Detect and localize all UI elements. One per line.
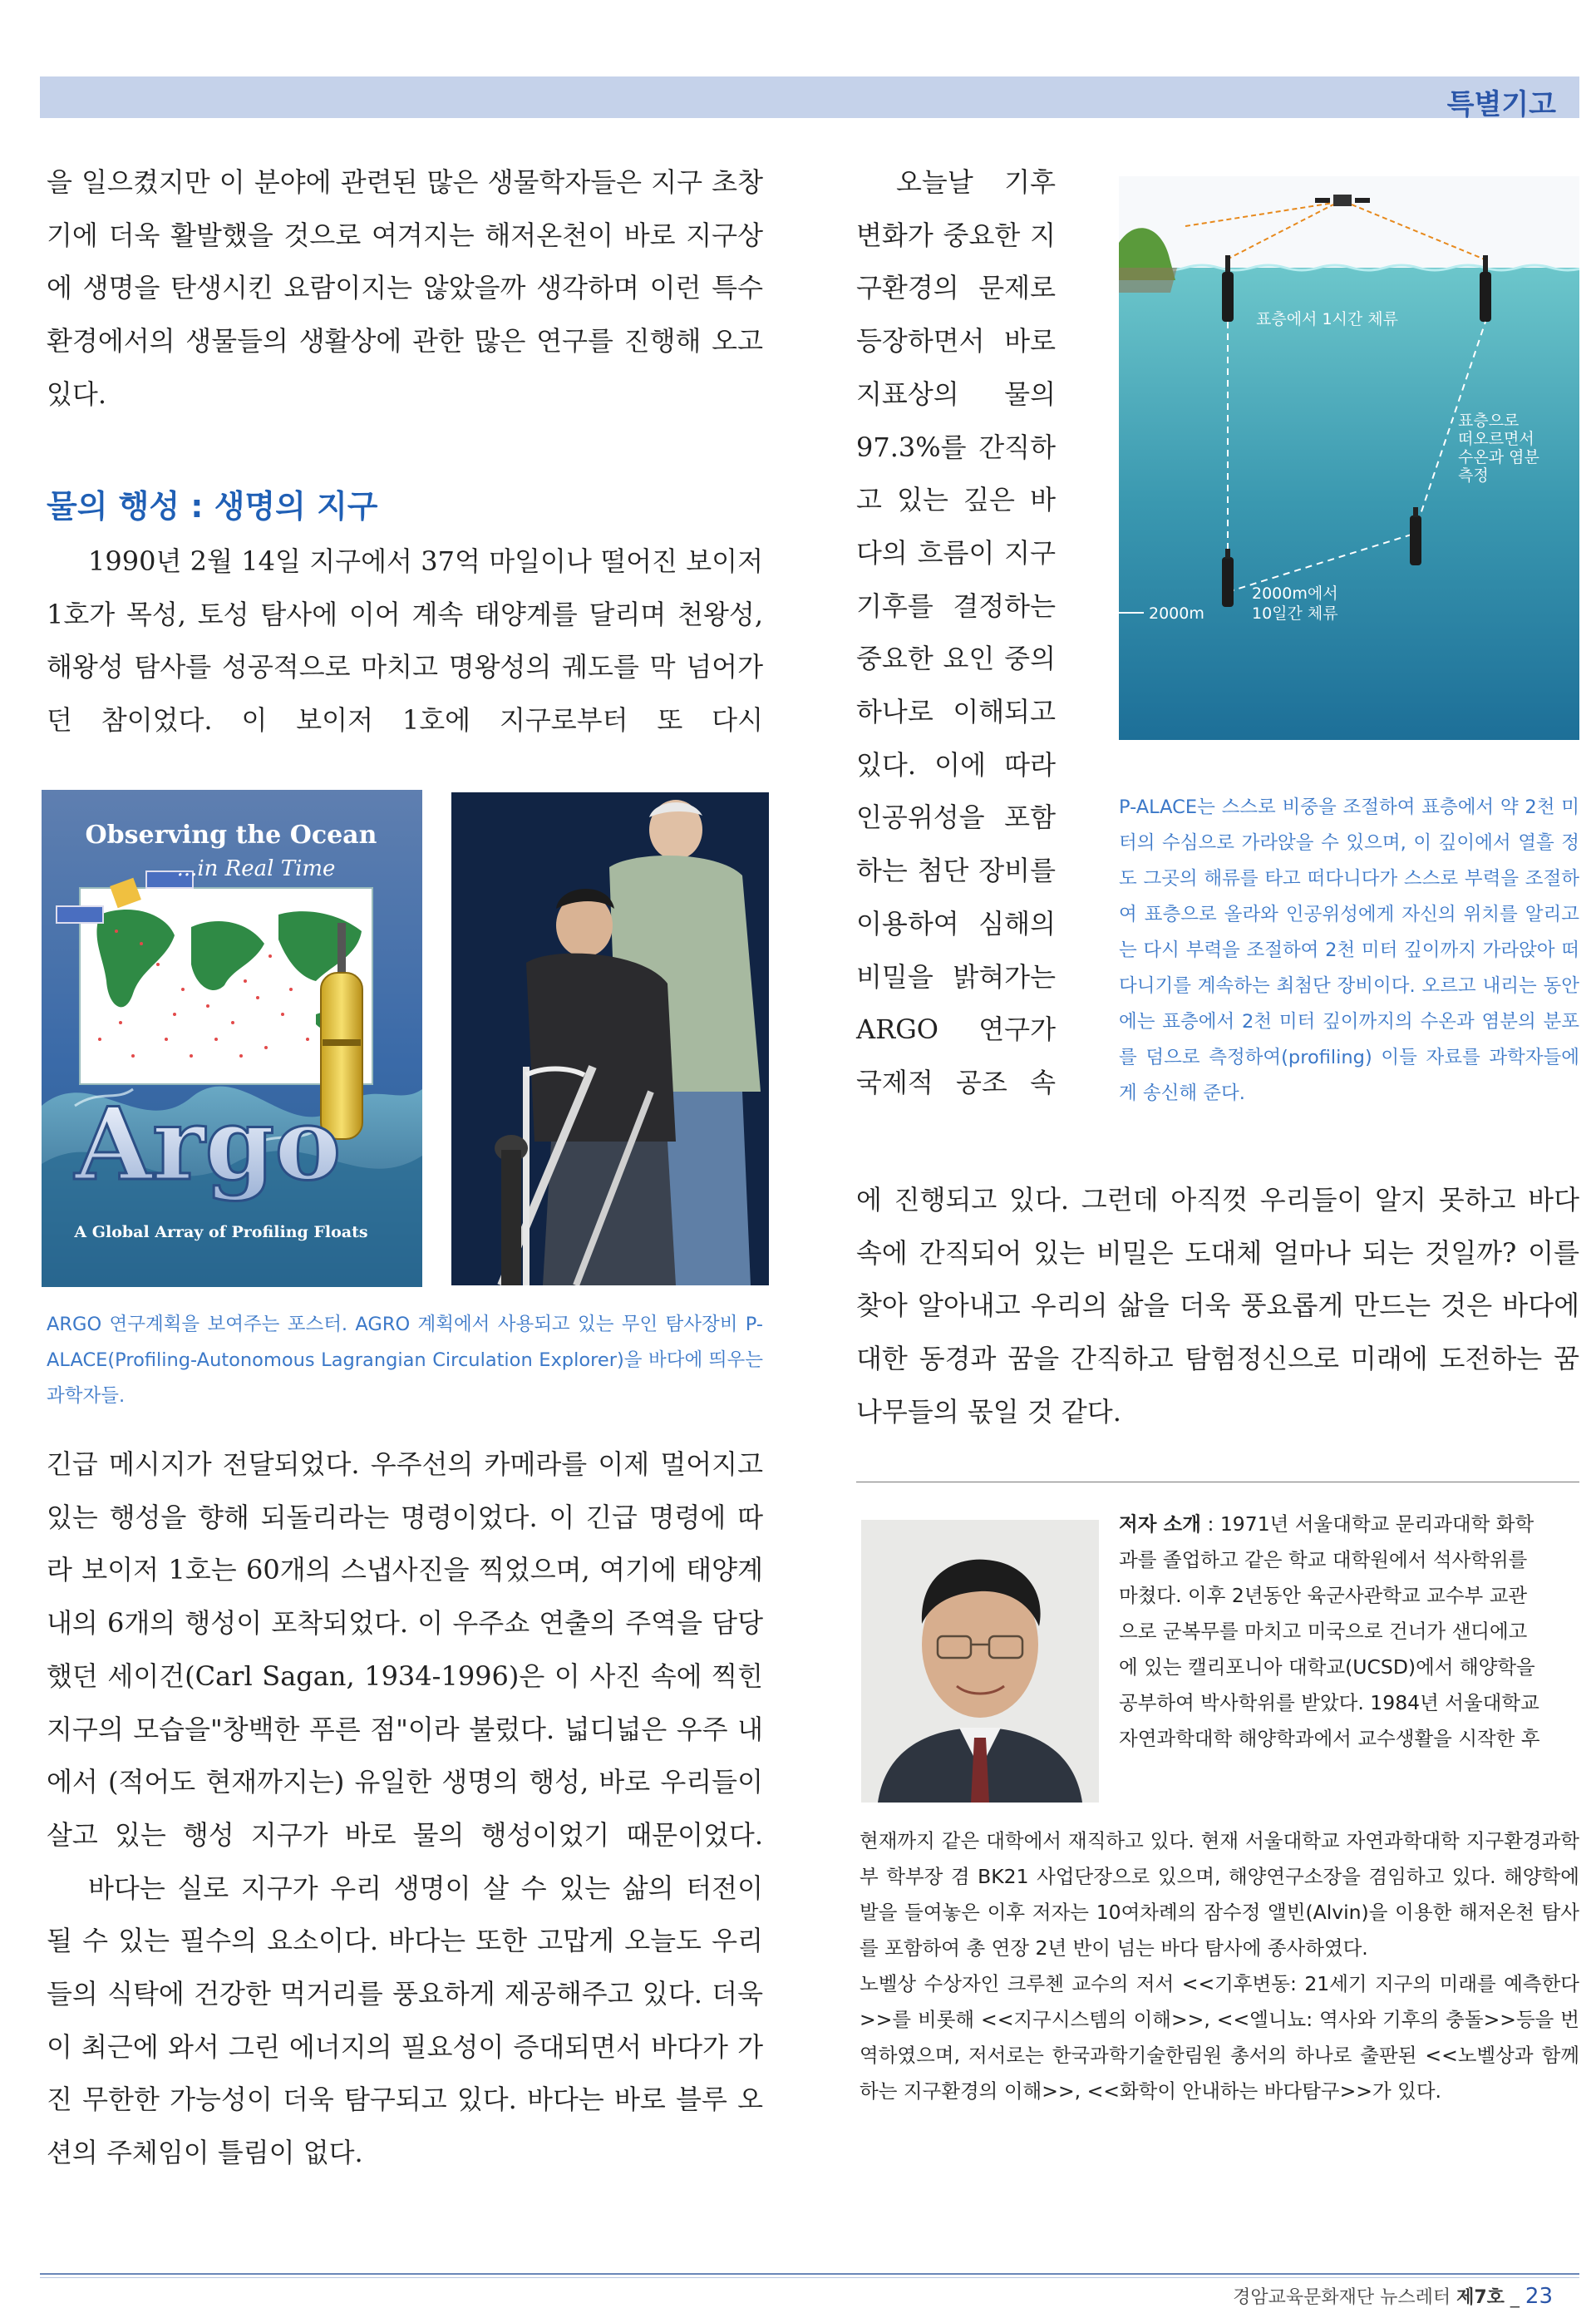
paragraph: 긴급 메시지가 전달되었다. 우주선의 카메라를 이제 멀어지고 있는 행성을 향해 되돌리라는 명령이었다. 이 긴급 명령에 따라 보이저 1호는 60개의 스냅사진을 찍었으며, 여기에 태양계 내의 6개의 행성이 포착되었다. 이 우주쇼 연출의 주역을 담당했던 세이건(Carl Sagan, 1934-1996)은 이 사진 속에 찍힌 지구의 모습을"창백한 푸른 점"이라 불렀다. 넓디넓은 우주 내에서 (적어도 현재까지는) 유일한 생명의 행성, 바로 우리들이 살고 있는 행성 지구가 바로 물의 행성이었기 때문이었다. — [47, 1448, 763, 1851]
left-column-bottom — [47, 1438, 763, 2180]
bio-line: 공부하여 박사학위를 받았다. 1984년 서울대학교 — [1119, 1691, 1539, 1714]
paragraph: 을 일으켰지만 이 분야에 관련된 많은 생물학자들은 지구 초창기에 더욱 활발했을 것으로 여겨지는 해저온천이 바로 지구상에 생명을 탄생시킨 요람이지는 않았을까 생각하며 이런 특수 환경에서의 생물들의 생활상에 관한 많은 연구를 진행해 오고 있다. — [47, 166, 763, 410]
diagram-label-surface: 표층에서 1시간 체류 — [1256, 310, 1398, 328]
argo-poster-art — [42, 790, 422, 1287]
author-bio-side — [1119, 1507, 1579, 1757]
paragraph: 오늘날 기후변화가 중요한 지구환경의 문제로 등장하면서 바로 지표상의 물의 97.3%를 간직하고 있는 깊은 바다의 흐름이 지구기후를 결정하는 중요한 요인 중의 하나로 이해되고 있다. 이에 따라 인공위성을 포함하는 첨단 장비를 이용하여 심해의 비밀을 밝혀가는 ARGO 연구가 국제적 공조 속 — [856, 166, 1056, 1098]
poster-subtitle: ...in Real Time — [176, 856, 336, 881]
argo-poster — [42, 790, 422, 1287]
footer-publisher: 경암교육문화재단 뉴스레터 — [1233, 2287, 1451, 2308]
bio-line: 으로 군복무를 마치고 미국으로 건너가 샌디에고 — [1119, 1620, 1528, 1643]
diagram-label-depth: 2000m — [1149, 604, 1204, 623]
figure-caption: ARGO 연구계획을 보여주는 포스터. AGRO 계획에서 사용되고 있는 무인 탐사장비 P-ALACE(Profiling-Autonomous Lagrangian Circulation Explorer)을 바다에 띄우는 과학자들. — [47, 1314, 763, 1407]
diagram-label-rise: 수온과 염분 — [1458, 448, 1539, 466]
section-title: 특별기고 — [1446, 88, 1556, 121]
right-wide-column — [856, 1174, 1579, 1439]
left-column-top — [47, 156, 763, 422]
diagram-label-rise: 표층으로 — [1458, 412, 1520, 430]
page-number: 23 — [1525, 2284, 1553, 2309]
diagram-caption: P-ALACE는 스스로 비중을 조절하여 표층에서 약 2천 미터의 수심으로 가라앉을 수 있으며, 이 깊이에서 열흘 정도 그곳의 해류를 타고 떠다니다가 스스로 부력을 조절하여 표층으로 올라와 인공위성에게 자신의 위치를 알리고는 다시 부력을 조절하여 2천 미터 깊이까지 가라앉아 떠다니기를 계속하는 최첨단 장비이다. 오르고 내리는 동안에는 표층에서 2천 미터 깊이까지의 수온과 염분의 분포를 덤으로 측정하여(profiling) 이들 자료를 과학자들에게 송신해 준다. — [1119, 796, 1579, 1104]
footer-rule — [40, 2277, 1579, 2278]
diagram-label-drift: 10일간 체류 — [1252, 604, 1338, 623]
bio-books: 노벨상 수상자인 크루첸 교수의 저서 <<기후변동: 21세기 지구의 미래를 예측한다>>를 비롯해 <<지구시스템의 이해>>, <<엘니뇨: 역사와 기후의 충돌>>등을 번역하였으며, 저서로는 한국과학기술한림원 총서의 하나로 출판된 <<노벨상과 함께 하는 지구환경의 이해>>, <<화학이 안내하는 바다탐구>>가 있다. — [860, 1972, 1579, 2103]
scientists-photo — [451, 792, 769, 1285]
left-column-mid — [47, 535, 763, 747]
paragraph: 바다는 실로 지구가 우리 생명이 살 수 있는 삶의 터전이 될 수 있는 필수의 요소이다. 바다는 또한 고맙게 오늘도 우리들의 식탁에 건강한 먹거리를 풍요하게 제공해주고 있다. 더욱이 최근에 와서 그린 에너지의 필요성이 증대되면서 바다가 가진 무한한 가능성이 더욱 탐구되고 있다. 바다는 바로 블루 오션의 주체임이 틀림이 없다. — [47, 1872, 763, 2169]
bio-line: 마쳤다. 이후 2년동안 육군사관학교 교수부 교관 — [1119, 1584, 1528, 1607]
poster-photo-caption-box — [47, 1307, 763, 1414]
bio-line: 에 있는 캘리포니아 대학교(UCSD)에서 해양학을 — [1119, 1655, 1535, 1679]
poster-argo-word: Argo — [75, 1086, 342, 1203]
right-narrow-column — [856, 156, 1056, 1110]
argo-float-diagram — [1119, 176, 1579, 740]
author-portrait — [861, 1520, 1099, 1803]
footer-separator: _ — [1510, 2287, 1520, 2308]
bio-paragraph: 현재까지 같은 대학에서 재직하고 있다. 현재 서울대학교 자연과학대학 지구환경과학부 학부장 겸 BK21 사업단장으로 있으며, 해양연구소장을 겸임하고 있다. 해양학에 발을 들여놓은 이후 저자는 10여차례의 잠수정 앨빈(Alvin)을 이용한 해저온천 탐사를 포함하여 총 연장 2년 반이 넘는 바다 탐사에 종사하였다. — [860, 1829, 1579, 1960]
bio-text: 1971년 서울대학교 문리과대학 화학 — [1219, 1512, 1534, 1536]
poster-title: Observing the Ocean — [85, 821, 377, 850]
bio-line: 과를 졸업하고 같은 학교 대학원에서 석사학위를 — [1119, 1548, 1528, 1571]
author-bio-full — [860, 1823, 1579, 2109]
diagram-label-rise: 측정 — [1458, 466, 1489, 485]
diagram-label-drift: 2000m에서 — [1252, 584, 1338, 603]
section-heading: 물의 행성 : 생명의 지구 — [47, 488, 378, 525]
footer — [1233, 2283, 1553, 2309]
paragraph: 1990년 2월 14일 지구에서 37억 마일이나 떨어진 보이저 1호가 목성, 토성 탐사에 이어 계속 태양계를 달리며 천왕성, 해왕성 탐사를 성공적으로 마치고 명왕성의 궤도를 막 넘어가던 참이었다. 이 보이저 1호에 지구로부터 또 다시 — [47, 545, 763, 737]
diagram-caption-box — [1119, 790, 1579, 1112]
footer-rule — [40, 2273, 1579, 2275]
footer-issue: 제7호 — [1456, 2287, 1505, 2308]
author-portrait-art — [861, 1520, 1099, 1803]
bio-line: 저자 소개 : 1971년 서울대학교 문리과대학 화학 — [1119, 1512, 1534, 1536]
author-label: 저자 소개 — [1119, 1512, 1201, 1536]
argo-diagram-art — [1119, 176, 1579, 740]
header-bar — [40, 76, 1579, 118]
poster-tagline: A Global Array of Profiling Floats — [74, 1223, 368, 1241]
scientists-photo-art — [451, 792, 769, 1285]
bio-line: 자연과학대학 해양학과에서 교수생활을 시작한 후 — [1119, 1727, 1540, 1750]
paragraph: 에 진행되고 있다. 그런데 아직껏 우리들이 알지 못하고 바다 속에 간직되어 있는 비밀은 도대체 얼마나 되는 것일까? 이를 찾아 알아내고 우리의 삶을 더욱 풍요롭게 만드는 것은 바다에 대한 동경과 꿈을 간직하고 탐험정신으로 미래에 도전하는 꿈나무들의 몫일 것 같다. — [856, 1184, 1579, 1428]
diagram-label-rise: 떠오르면서 — [1458, 430, 1534, 448]
